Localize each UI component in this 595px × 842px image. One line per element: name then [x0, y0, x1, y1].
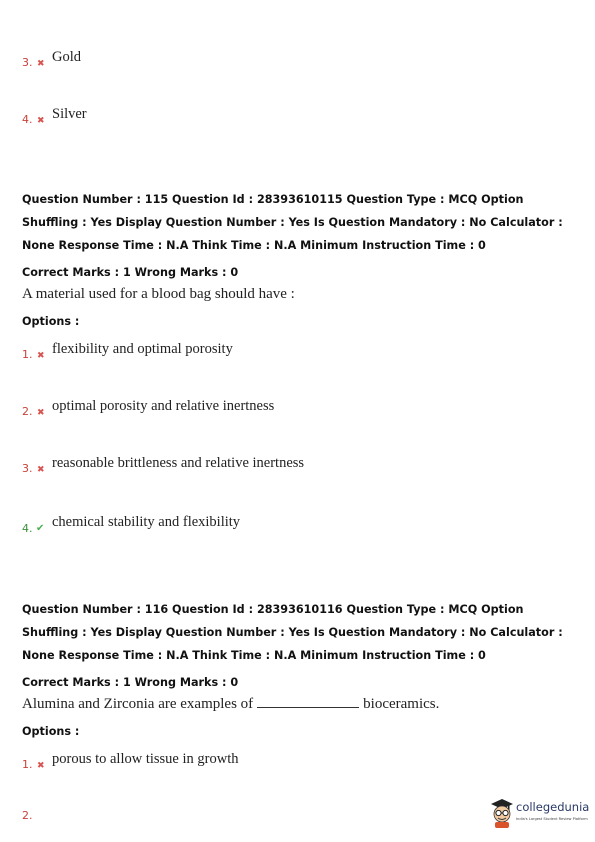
fill-in-blank — [257, 696, 359, 708]
question-meta: Question Number : 116 Question Id : 28393610116 Question Type : MCQ Option Shuffling : Yes Display Question Number : Yes Is Question Mandatory : No Calculator : None Response Time : N.A Think Time : N.A Minimum Instruction Time : 0 — [22, 603, 563, 662]
wrong-mark-icon: ✖ — [37, 116, 45, 126]
wrong-mark-icon: ✖ — [37, 351, 45, 361]
question-text-before: Alumina and Zirconia are examples of — [22, 696, 254, 712]
wrong-mark-icon: ✖ — [37, 59, 45, 69]
option-text: flexibility and optimal porosity — [52, 341, 233, 357]
option-text: reasonable brittleness and relative inertness — [52, 455, 305, 471]
option-number: 2. — [22, 809, 33, 822]
marks-line: Correct Marks : 1 Wrong Marks : 0 — [22, 676, 239, 689]
option-number: 3. — [22, 56, 33, 69]
question-meta: Question Number : 115 Question Id : 28393610115 Question Type : MCQ Option Shuffling : Yes Display Question Number : Yes Is Question Mandatory : No Calculator : None Response Time : N.A Think Time : N.A Minimum Instruction Time : 0 — [22, 193, 563, 252]
option-text: Silver — [52, 106, 87, 122]
option-text: Gold — [52, 49, 81, 65]
option-text: chemical stability and flexibility — [52, 514, 241, 530]
option-number: 3. — [22, 462, 33, 475]
option-number: 4. — [22, 522, 33, 535]
question-text-after: bioceramics. — [363, 696, 440, 712]
option-number: 4. — [22, 113, 33, 126]
question-text: A material used for a blood bag should have : — [22, 286, 295, 302]
collegedunia-logo — [489, 797, 589, 831]
option-text: optimal porosity and relative inertness — [52, 398, 275, 414]
question-text — [22, 696, 439, 713]
option-text: porous to allow tissue in growth — [52, 751, 239, 767]
option-number: 1. — [22, 758, 33, 771]
options-label: Options : — [22, 315, 80, 328]
wrong-mark-icon: ✖ — [37, 408, 45, 418]
option-number: 2. — [22, 405, 33, 418]
wrong-mark-icon: ✖ — [37, 761, 45, 771]
option-number: 1. — [22, 348, 33, 361]
logo-name: collegedunia — [516, 800, 590, 814]
wrong-mark-icon: ✖ — [37, 465, 45, 475]
correct-checkmark-icon: ✔ — [36, 523, 45, 534]
options-label: Options : — [22, 725, 80, 738]
logo-tagline: India's Largest Student Review Platform — [516, 817, 588, 821]
marks-line: Correct Marks : 1 Wrong Marks : 0 — [22, 266, 239, 279]
graduate-mascot-icon — [489, 797, 515, 829]
